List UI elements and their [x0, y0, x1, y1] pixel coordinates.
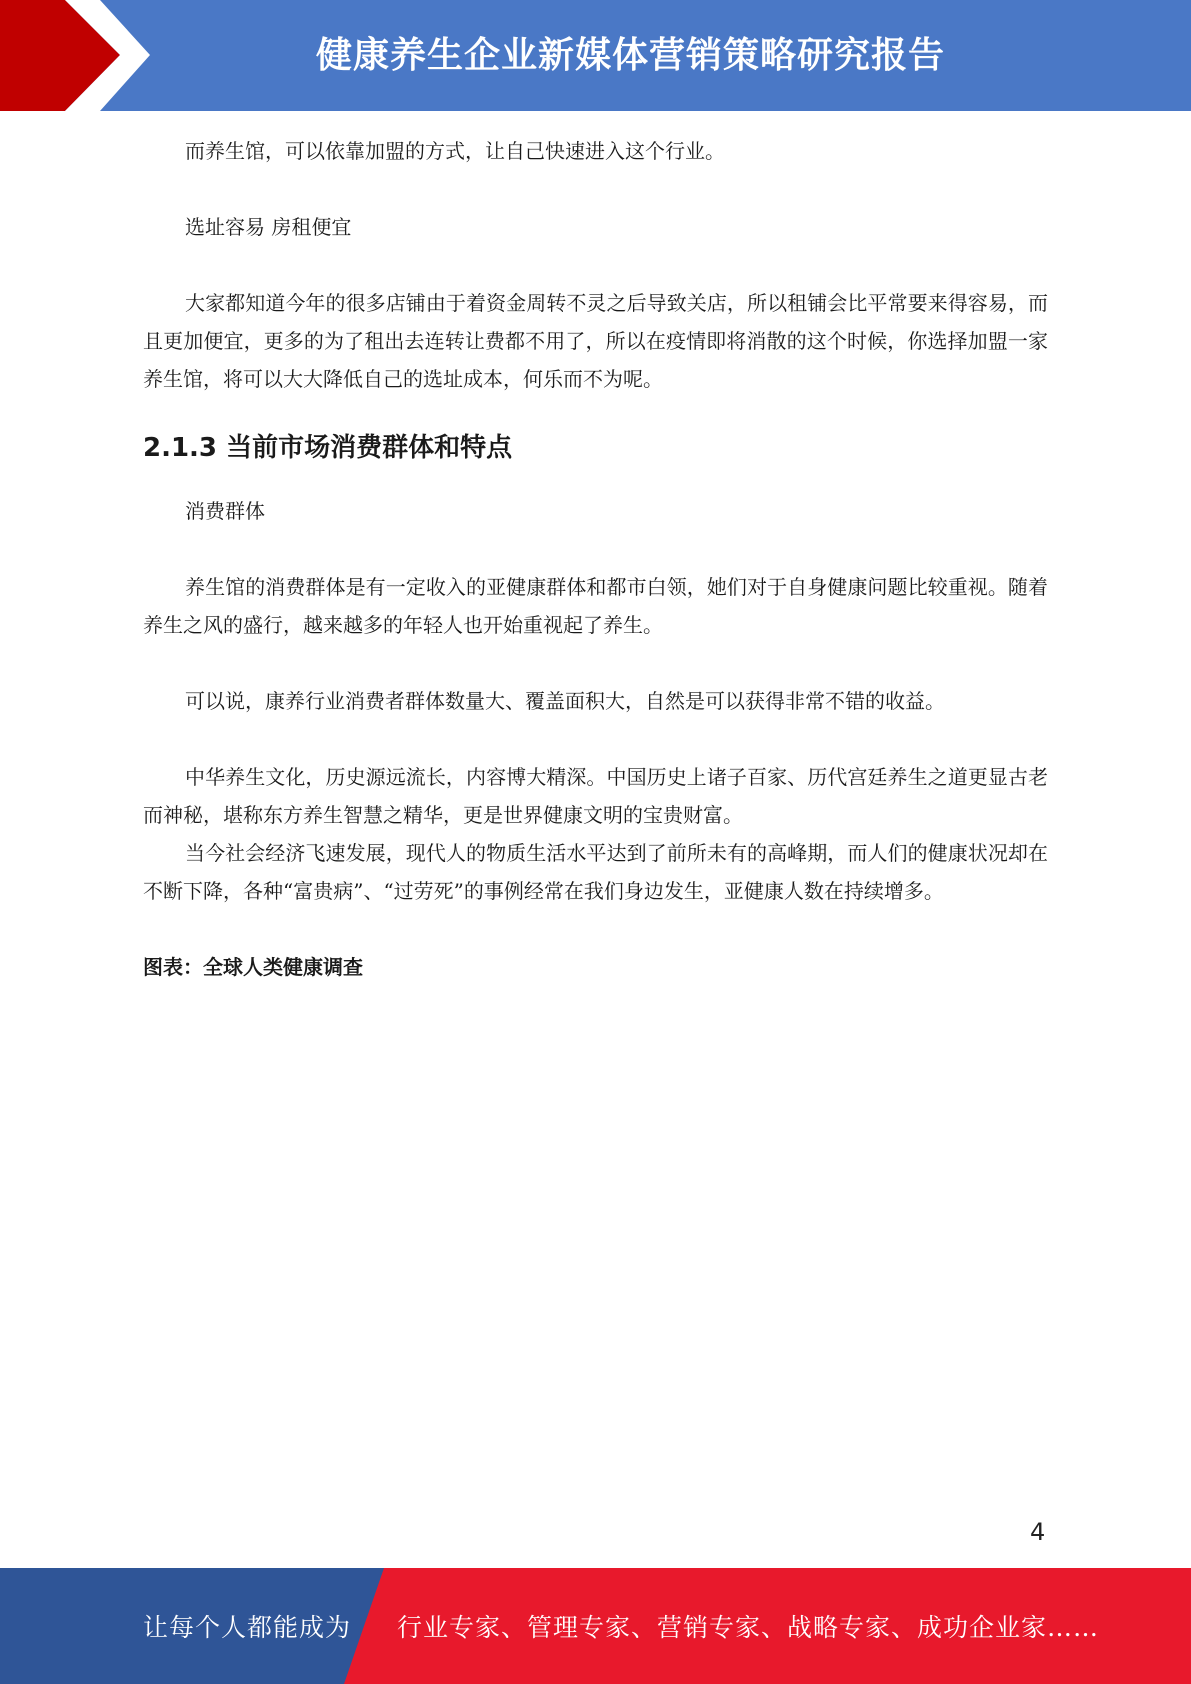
paragraph: 当今社会经济飞速发展，现代人的物质生活水平达到了前所未有的高峰期，而人们的健康状况却在不断下降，各种“富贵病”、“过劳死”的事例经常在我们身边发生，亚健康人数在持续增多。 — [143, 841, 1048, 903]
paragraph: 消费群体 — [185, 499, 265, 523]
header-banner — [0, 0, 1191, 111]
page-number: 4 — [1030, 1518, 1046, 1546]
report-title: 健康养生企业新媒体营销策略研究报告 — [315, 34, 945, 76]
paragraph: 而养生馆，可以依靠加盟的方式，让自己快速进入这个行业。 — [185, 139, 725, 163]
paragraph: 中华养生文化，历史源远流长，内容博大精深。中国历史上诸子百家、历代宫廷养生之道更显古老而神秘，堪称东方养生智慧之精华，更是世界健康文明的宝贵财富。 — [143, 765, 1048, 827]
document-body — [143, 132, 1048, 986]
header-arrow-decoration — [0, 0, 220, 111]
paragraph: 大家都知道今年的很多店铺由于着资金周转不灵之后导致关店，所以租铺会比平常要来得容易，而且更加便宜，更多的为了租出去连转让费都不用了，所以在疫情即将消散的这个时候，你选择加盟一家养生馆，将可以大大降低自己的选址成本，何乐而不为呢。 — [143, 291, 1048, 391]
paragraph: 养生馆的消费群体是有一定收入的亚健康群体和都市白领，她们对于自身健康问题比较重视。随着养生之风的盛行，越来越多的年轻人也开始重视起了养生。 — [143, 575, 1048, 637]
footer-slogan-right: 行业专家、管理专家、营销专家、战略专家、成功企业家…… — [397, 1613, 1100, 1642]
footer-slogan-left: 让每个人都能成为 — [143, 1613, 352, 1642]
paragraph: 选址容易 房租便宜 — [185, 215, 352, 239]
section-heading: 2.1.3 当前市场消费群体和特点 — [143, 433, 513, 463]
figure-caption: 图表：全球人类健康调查 — [143, 955, 363, 979]
footer-banner — [0, 1568, 1191, 1684]
paragraph: 可以说，康养行业消费者群体数量大、覆盖面积大，自然是可以获得非常不错的收益。 — [185, 689, 945, 713]
